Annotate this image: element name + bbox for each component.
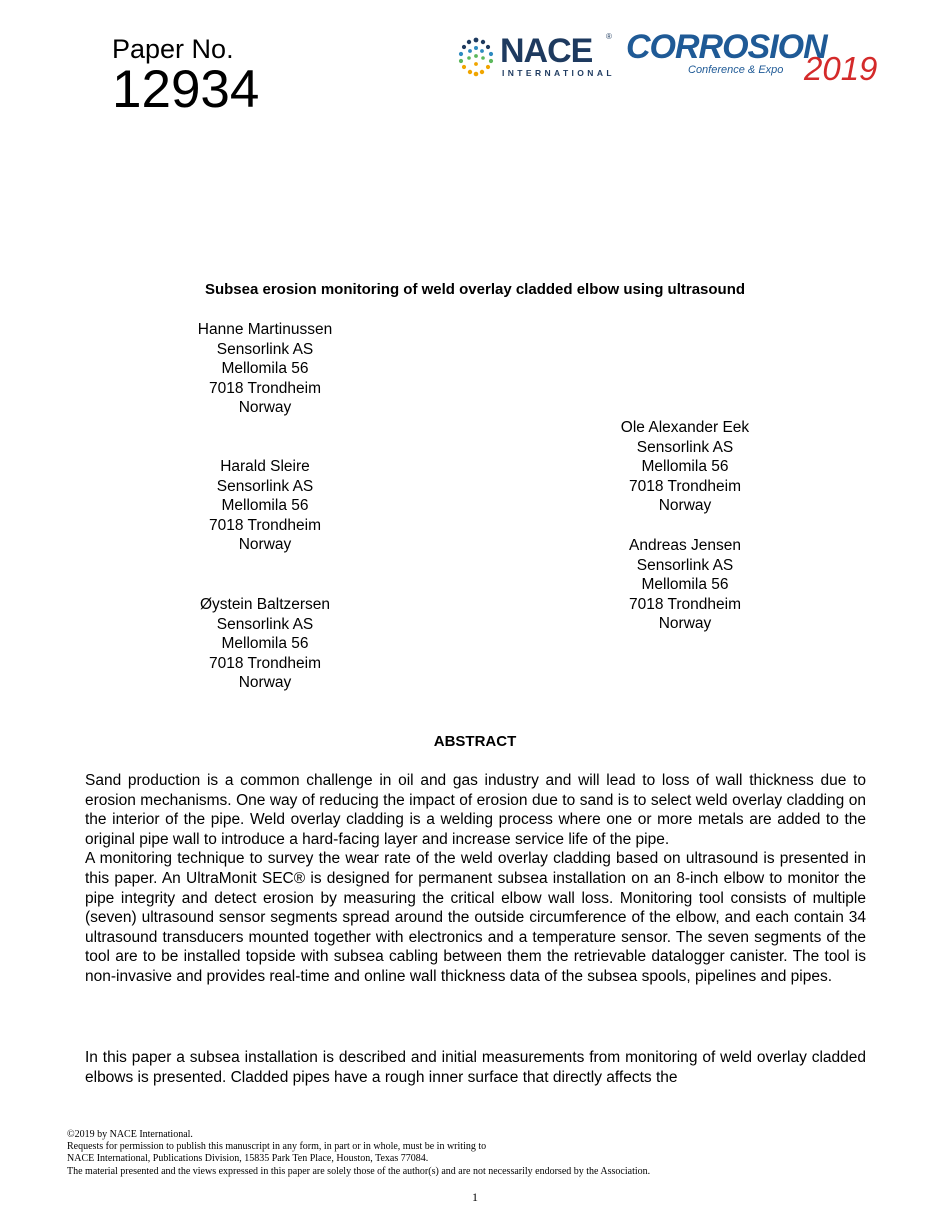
author-org: Sensorlink AS [216,477,314,495]
author-name: Harald Sleire [220,458,310,475]
author-org: Sensorlink AS [216,615,314,633]
author-country: Norway [238,674,292,692]
abstract-paragraph: Sand production is a common challenge in oil and gas industry and will lead to loss of wall thickness due to erosion mechanisms. One way of reducing the impact of erosion due to sand is to select weld overlay cladding on the interior of the pipe. Weld overlay cladding is a welding process where one or more metals are added to the original pipe wall to introduce a hard-facing layer and increase service life of the pipe. [85,772,866,848]
author-block [565,418,805,516]
author-block [145,457,385,555]
author-city: 7018 Trondheim [628,477,742,495]
author-block [145,320,385,418]
author-org: Sensorlink AS [636,438,734,456]
author-country: Norway [658,497,712,515]
author-org: Sensorlink AS [216,340,314,358]
author-city: 7018 Trondheim [208,654,322,672]
author-name: Hanne Martinussen [197,321,333,338]
author-country: Norway [238,399,292,417]
author-country: Norway [238,536,292,554]
abstract-body [85,771,866,987]
author-name: Andreas Jensen [628,537,742,554]
nace-logo [454,34,614,80]
author-name: Ole Alexander Eek [620,419,750,436]
author-street: Mellomila 56 [221,360,309,378]
abstract-paragraph: In this paper a subsea installation is described and initial measurements from monitoring of weld overlay cladded elbows is presented. Cladded pipes have a rough inner surface that directly affects the [85,1049,866,1086]
author-street: Mellomila 56 [221,497,309,515]
footer-line: Requests for permission to publish this manuscript in any form, in part or in whole, must be in writing to [67,1141,487,1153]
footer-line: ©2019 by NACE International. [67,1129,193,1140]
nace-globe-icon [454,36,498,78]
nace-subtitle: INTERNATIONAL [502,68,615,78]
registered-mark: ® [606,32,612,41]
paper-number: 12934 [112,60,260,119]
author-city: 7018 Trondheim [208,516,322,534]
corrosion-logo [626,30,886,86]
page-number: 1 [472,1190,478,1204]
footer-line: NACE International, Publications Division, 15835 Park Ten Place, Houston, Texas 77084. [67,1153,429,1165]
author-city: 7018 Trondheim [628,595,742,613]
nace-wordmark: NACE [500,32,593,70]
corrosion-subtitle: Conference & Expo [688,64,784,76]
paper-title: Subsea erosion monitoring of weld overlay cladded elbow using ultrasound [204,281,746,298]
copyright-footer [67,1129,650,1178]
corrosion-wordmark: CORROSION [626,28,827,66]
author-name: Øystein Baltzersen [199,596,331,613]
author-org: Sensorlink AS [636,556,734,574]
author-block [565,536,805,634]
author-city: 7018 Trondheim [208,379,322,397]
author-street: Mellomila 56 [641,458,729,476]
corrosion-year: 2019 [804,50,878,87]
paper-label: Paper No. [112,34,234,64]
author-block [145,595,385,693]
abstract-paragraph: A monitoring technique to survey the wear rate of the weld overlay cladding based on ultrasound is presented in this paper. An UltraMonit SEC® is designed for permanent subsea installation on an 8-inch elbow to monitor the pipe integrity and detect erosion by measuring the critical elbow wall loss. Monitoring tool consists of multiple (seven) ultrasound sensor segments spread around the outside circumference of the elbow, and each contain 34 ultrasound transducers mounted together with electronics and a temperature sensor. The seven segments of the tool are to be installed topside with subsea cabling between them the retrievable datalogger canister. The tool is non-invasive and provides real-time and online wall thickness data of the subsea spools, pipelines and pipes. [85,850,866,985]
footer-line: The material presented and the views expressed in this paper are solely those of the author(s) and are not necessarily endorsed by the Association. [67,1165,651,1177]
author-street: Mellomila 56 [221,635,309,653]
author-country: Norway [658,615,712,633]
abstract-continuation [85,1048,866,1087]
abstract-heading: ABSTRACT [433,733,517,750]
author-street: Mellomila 56 [641,576,729,594]
